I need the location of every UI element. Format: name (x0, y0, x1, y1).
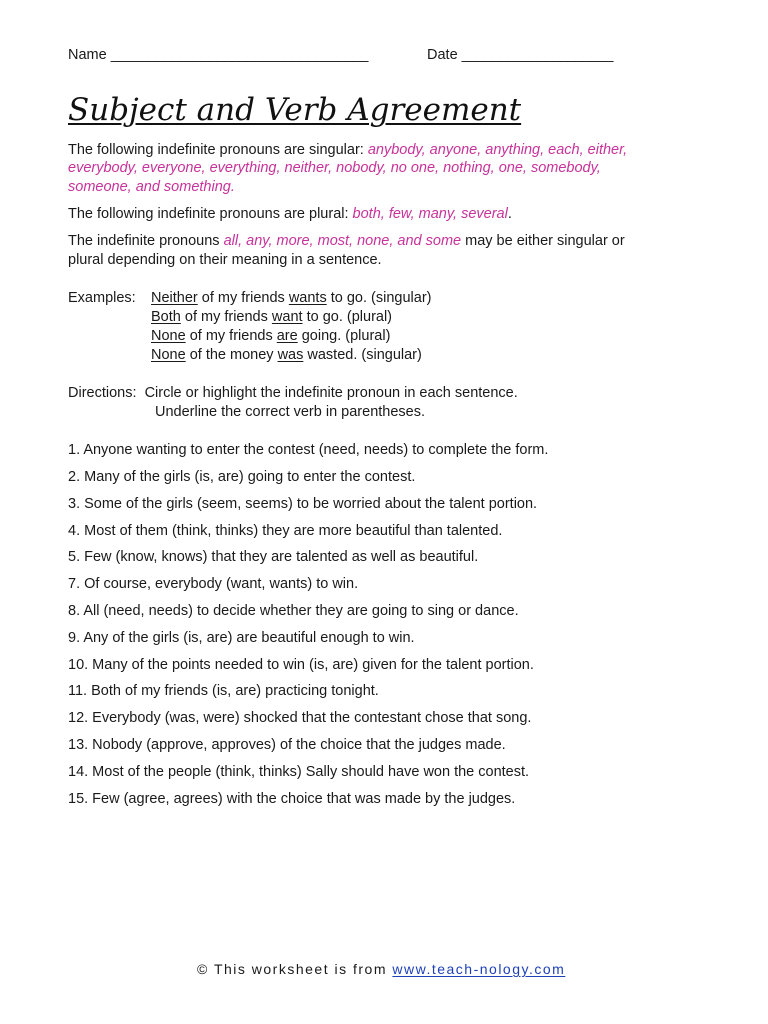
either-line-2: plural depending on their meaning in a sentence. (68, 252, 382, 268)
example-verb: was (277, 347, 304, 363)
footer-link[interactable]: www.teach-nology.com (392, 961, 566, 977)
date-label: Date (427, 47, 458, 63)
sentence-item: 13. Nobody (approve, approves) of the choice that the judges made. (68, 737, 506, 753)
sentence-item: 5. Few (know, knows) that they are talented as well as beautiful. (68, 549, 479, 565)
example-mid: of my friends (184, 309, 268, 325)
example-rest: to go. (singular) (330, 290, 432, 306)
sentence-item: 1. Anyone wanting to enter the contest (need, needs) to complete the form. (68, 442, 549, 458)
directions-line-1 (68, 384, 518, 402)
example-rest: to go. (plural) (306, 309, 393, 325)
sentence-item: 4. Most of them (think, thinks) they are more beautiful than talented. (68, 523, 503, 539)
example-item (151, 308, 392, 326)
example-mid: of my friends (189, 328, 273, 344)
example-mid: of the money (189, 347, 274, 363)
singular-lead: The following indefinite pronouns are singular: (68, 142, 364, 158)
example-mid: of my friends (201, 290, 285, 306)
name-blank: __________________________________ (110, 47, 368, 63)
either-tail: may be either singular or (465, 233, 625, 249)
either-line-1 (68, 232, 625, 250)
singular-words-3: someone, and something. (68, 179, 235, 195)
date-blank: ____________________ (461, 47, 613, 63)
example-pronoun: None (151, 328, 186, 344)
name-label: Name (68, 47, 107, 63)
plural-lead: The following indefinite pronouns are plural: (68, 206, 349, 222)
sentence-item: 7. Of course, everybody (want, wants) to win. (68, 576, 359, 592)
sentence-item: 2. Many of the girls (is, are) going to enter the contest. (68, 469, 416, 485)
example-item (151, 346, 422, 364)
directions-label: Directions: (68, 385, 137, 401)
example-item (151, 327, 390, 345)
directions-text-2: Underline the correct verb in parentheses. (155, 404, 426, 420)
footer-text: © This worksheet is from (197, 961, 387, 977)
example-rest: wasted. (singular) (307, 347, 422, 363)
singular-words-2: everybody, everyone, everything, neither, nobody, no one, nothing, one, somebody, (68, 160, 601, 176)
singular-words-1: anybody, anyone, anything, each, either, (367, 142, 628, 158)
either-words: all, any, more, most, none, and some (223, 233, 462, 249)
directions-text-1: Circle or highlight the indefinite pronoun in each sentence. (144, 385, 518, 401)
sentence-item: 10. Many of the points needed to win (is, are) given for the talent portion. (68, 657, 534, 673)
example-pronoun: Both (151, 309, 181, 325)
example-verb: are (276, 328, 298, 344)
sentence-item: 14. Most of the people (think, thinks) Sally should have won the contest. (68, 764, 530, 780)
plural-line (68, 205, 512, 223)
sentence-item: 15. Few (agree, agrees) with the choice that was made by the judges. (68, 791, 516, 807)
example-pronoun: Neither (151, 290, 198, 306)
name-field-row (68, 46, 368, 64)
date-field-row (427, 46, 613, 64)
examples-label: Examples: (68, 290, 136, 306)
example-item (151, 289, 431, 307)
example-rest: going. (plural) (301, 328, 391, 344)
example-verb: wants (288, 290, 327, 306)
plural-words: both, few, many, several (352, 206, 508, 222)
singular-line-1 (68, 141, 627, 159)
sentence-item: 9. Any of the girls (is, are) are beautiful enough to win. (68, 630, 415, 646)
footer-credit (197, 961, 565, 977)
sentence-item: 8. All (need, needs) to decide whether they are going to sing or dance. (68, 603, 519, 619)
plural-end: . (507, 206, 512, 222)
sentence-item: 11. Both of my friends (is, are) practicing tonight. (68, 683, 379, 699)
sentence-item: 3. Some of the girls (seem, seems) to be worried about the talent portion. (68, 496, 538, 512)
either-lead: The indefinite pronouns (68, 233, 220, 249)
example-pronoun: None (151, 347, 186, 363)
sentence-item: 12. Everybody (was, were) shocked that the contestant chose that song. (68, 710, 532, 726)
example-verb: want (271, 309, 303, 325)
page-title: Subject and Verb Agreement (68, 92, 522, 128)
